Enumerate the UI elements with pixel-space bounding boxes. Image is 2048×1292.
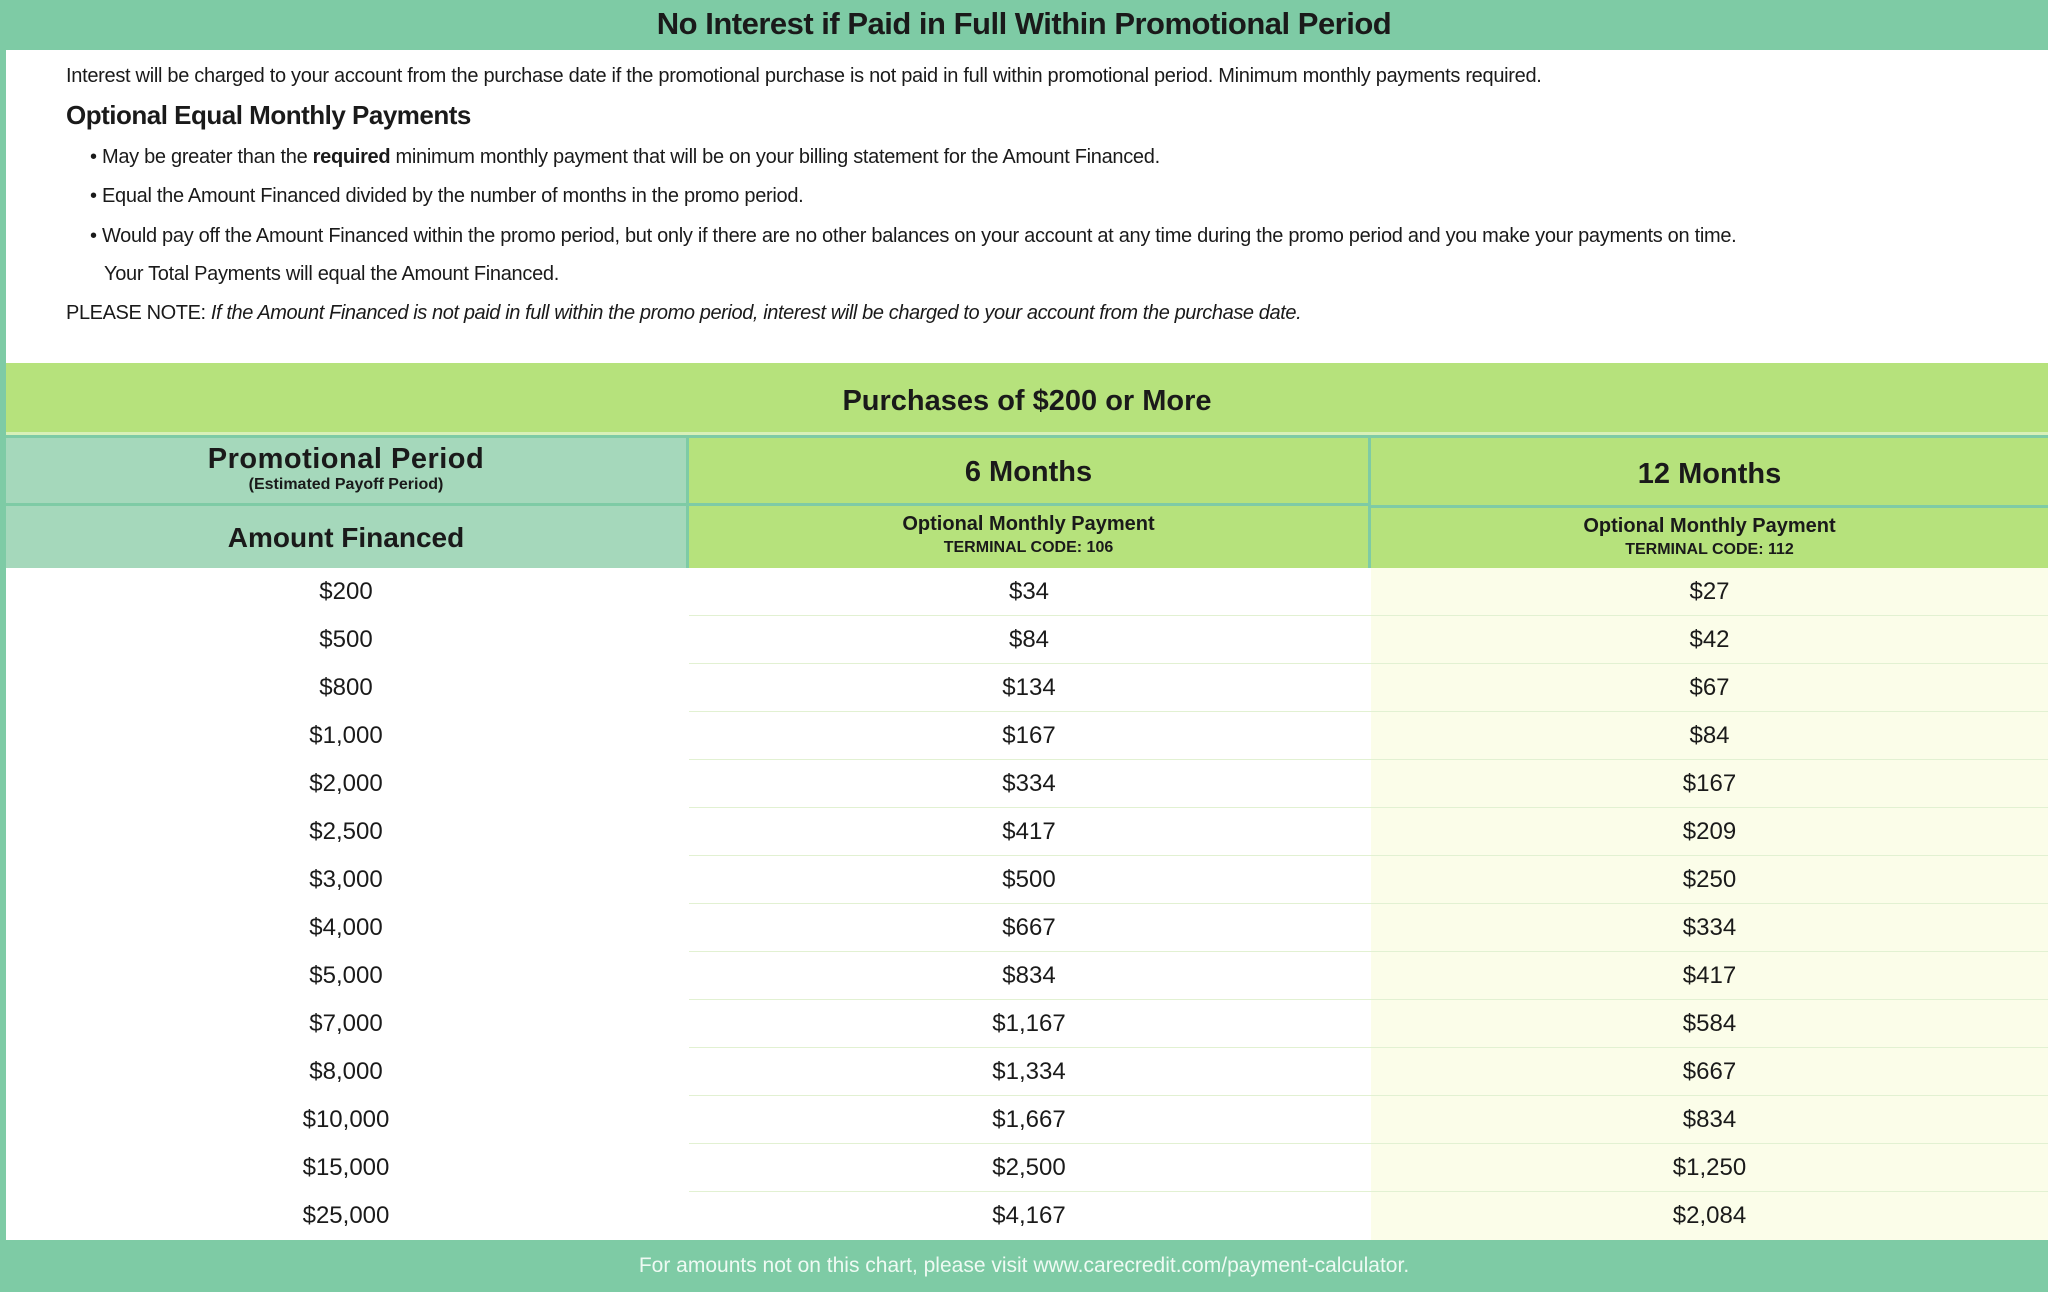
payment-6-months-cell: $4,167 <box>992 1202 1066 1229</box>
amount-financed-header: Amount Financed <box>6 506 686 568</box>
amount-financed-cell: $3,000 <box>309 866 383 893</box>
amount-financed-cell: $7,000 <box>309 1010 383 1037</box>
payment-12-months-cell: $584 <box>1682 1010 1737 1037</box>
footer-note: For amounts not on this chart, please visit www.carecredit.com/payment-calculator. <box>0 1240 2048 1285</box>
payment-6-months-cell: $1,167 <box>992 1010 1066 1037</box>
amount-financed-cell: $800 <box>319 674 373 701</box>
payment-12-months-cell: $417 <box>1682 962 1737 989</box>
table-row <box>6 1144 2048 1192</box>
payment-12-months-cell: $209 <box>1682 818 1737 845</box>
payment-6-months-cell: $417 <box>1002 818 1056 845</box>
col-6-months-header: 6 Months <box>689 438 1368 503</box>
table-row <box>6 952 2048 1000</box>
payment-6-months-cell: $834 <box>1002 962 1056 989</box>
amount-financed-cell: $2,500 <box>309 818 383 845</box>
amount-financed-cell: $500 <box>319 626 373 653</box>
promotional-period-header: Promotional Period (Estimated Payoff Period) <box>6 438 686 503</box>
payment-6-months-cell: $34 <box>1008 578 1050 605</box>
payment-6-months-cell: $84 <box>1008 626 1050 653</box>
payment-6-months-cell: $167 <box>1002 722 1056 749</box>
payment-6-months-cell: $2,500 <box>992 1154 1066 1181</box>
table-row <box>6 616 2048 664</box>
payment-12-months-cell: $250 <box>1682 866 1737 893</box>
amount-financed-cell: $4,000 <box>309 914 383 941</box>
table-row <box>6 1000 2048 1048</box>
col-12-subheader: Optional Monthly Payment TERMINAL CODE: 112 <box>1371 508 2048 570</box>
table-row <box>6 904 2048 952</box>
page-title: No Interest if Paid in Full Within Promotional Period <box>0 0 2048 50</box>
amount-financed-cell: $200 <box>319 578 373 605</box>
payment-12-months-cell: $2,084 <box>1672 1202 1747 1229</box>
info-section <box>6 50 2048 363</box>
payment-12-months-cell: $334 <box>1682 914 1737 941</box>
col-6-subheader: Optional Monthly Payment TERMINAL CODE: 106 <box>689 506 1368 568</box>
payment-6-months-cell: $500 <box>1002 866 1056 893</box>
payment-6-months-cell: $1,334 <box>992 1058 1066 1085</box>
intro-text: Interest will be charged to your account from the purchase date if the promotional purchase is not paid in full within promotional period. Minimum monthly payments required. <box>66 65 1542 87</box>
amount-financed-cell: $8,000 <box>309 1058 383 1085</box>
payment-6-months-cell: $334 <box>1002 770 1056 797</box>
payment-12-months-cell: $67 <box>1689 674 1730 701</box>
payment-12-months-cell: $167 <box>1682 770 1737 797</box>
table-row <box>6 1192 2048 1240</box>
payment-12-months-cell: $667 <box>1682 1058 1737 1085</box>
amount-financed-cell: $2,000 <box>309 770 383 797</box>
table-row <box>6 808 2048 856</box>
payment-12-months-cell: $1,250 <box>1672 1154 1747 1181</box>
table-row <box>6 664 2048 712</box>
amount-financed-cell: $25,000 <box>302 1202 390 1229</box>
please-note: PLEASE NOTE: If the Amount Financed is not paid in full within the promo period, interest will be charged to your account from the purchase date. <box>66 302 1302 324</box>
amount-financed-cell: $5,000 <box>309 962 383 989</box>
amount-financed-cell: $15,000 <box>302 1154 390 1181</box>
payment-6-months-cell: $1,667 <box>992 1106 1066 1133</box>
payment-12-months-cell: $42 <box>1689 626 1730 653</box>
table-row <box>6 856 2048 904</box>
table-row <box>6 712 2048 760</box>
table-title: Purchases of $200 or More <box>6 363 2048 435</box>
table-row <box>6 1096 2048 1144</box>
bullet-1: • May be greater than the required minimum monthly payment that will be on your billing statement for the Amount Financed. <box>90 146 1160 168</box>
payment-6-months-cell: $134 <box>1002 674 1056 701</box>
payment-6-months-cell: $667 <box>1002 914 1056 941</box>
table-row <box>6 568 2048 616</box>
payment-12-months-cell: $84 <box>1689 722 1730 749</box>
bullet-2: • Equal the Amount Financed divided by the number of months in the promo period. <box>90 185 804 207</box>
table-row <box>6 1048 2048 1096</box>
payment-12-months-cell: $834 <box>1682 1106 1737 1133</box>
amount-financed-cell: $10,000 <box>302 1106 390 1133</box>
amount-financed-cell: $1,000 <box>309 722 383 749</box>
table-row <box>6 760 2048 808</box>
col-12-months-header: 12 Months <box>1371 438 2048 505</box>
section-heading: Optional Equal Monthly Payments <box>66 100 471 130</box>
bullet-continuation: Your Total Payments will equal the Amount Financed. <box>104 263 559 285</box>
payment-12-months-cell: $27 <box>1689 578 1730 605</box>
bullet-3: • Would pay off the Amount Financed within the promo period, but only if there are no other balances on your account at any time during the promo period and you make your payments on time. <box>90 225 1737 247</box>
